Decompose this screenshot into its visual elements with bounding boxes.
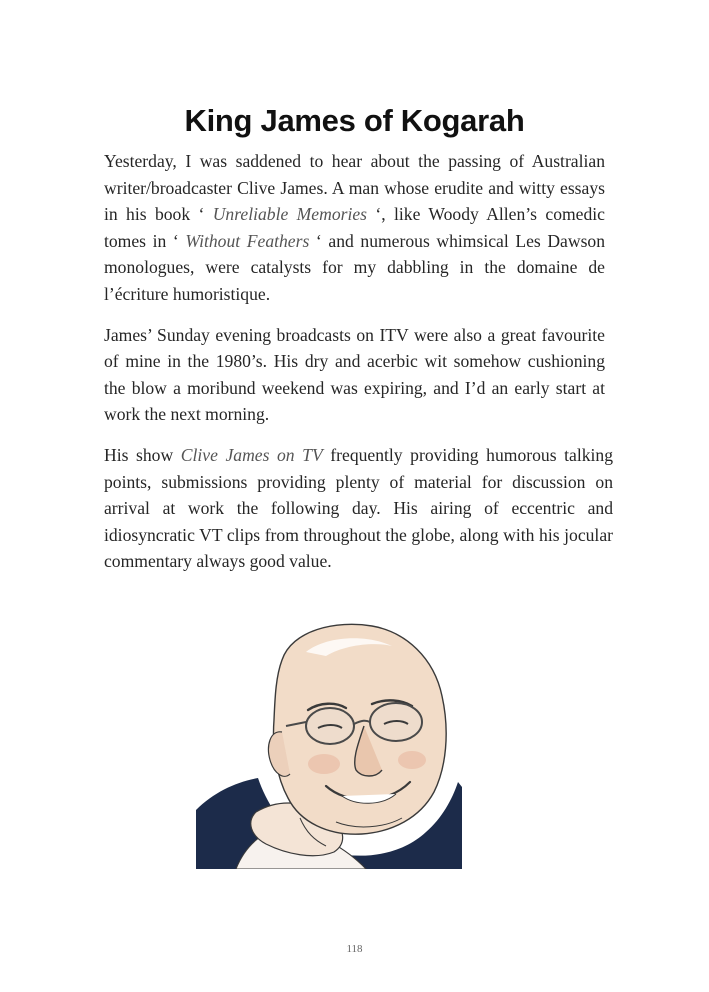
paragraph-text: His show [104,444,181,465]
paragraph-text: frequently providing humorous talking points, submissions providing plenty of material for discussion on arrival at work the following day. His airing of eccentric and idiosyncratic VT clips from throughout the globe, along with his jocular commentary always good value. [104,444,613,572]
paragraph-text: ‘ and numerous whimsical Les Dawson monologues, were catalysts for my dabbling in the domaine de l’écriture humoristique. [104,230,606,304]
page-number: 118 [346,943,363,955]
paragraph-text: James’ Sunday evening broadcasts on ITV were also a great favourite of mine in the 1980’s. His dry and acerbic wit somehow cushioning the blow a moribund weekend was expiring, and I’d an early start at work the next morning. [104,324,605,425]
book-title-unreliable-memories: Unreliable Memories [212,204,368,225]
article-body [104,148,613,589]
paragraph [104,148,605,308]
paragraph-text: Yesterday, I was saddened to hear about the passing of Australian writer/broadcaster Clive James. A man whose erudite and witty essays in his book ‘ [104,151,605,225]
cheek-left [308,754,340,774]
paragraph [104,442,613,575]
caricature-drawing [196,622,462,869]
paragraph [104,322,605,428]
caricature-illustration [196,622,462,869]
show-title-clive-james-on-tv: Clive James on TV [180,444,323,465]
paragraph-text: ‘, like Woody Allen’s comedic tomes in ‘ [104,204,605,251]
book-title-without-feathers: Without Feathers [185,230,310,251]
cheek-right [398,751,426,769]
page-title: King James of Kogarah [184,102,525,138]
